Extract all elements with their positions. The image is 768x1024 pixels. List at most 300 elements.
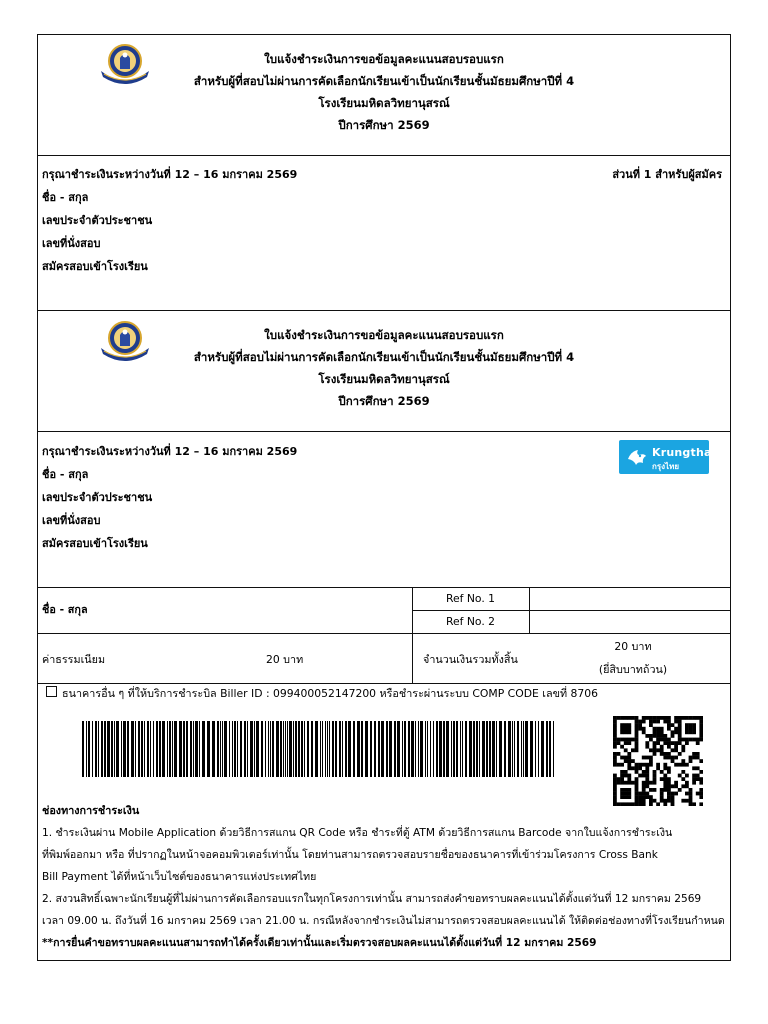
qr-module [681, 759, 685, 763]
barcode-bar [327, 721, 328, 777]
qr-module [696, 752, 700, 756]
qr-module [624, 756, 628, 760]
qr-module [653, 716, 657, 720]
qr-module [635, 716, 639, 720]
qr-module [699, 781, 703, 785]
qr-module [627, 727, 631, 731]
header-school: โรงเรียนมหิดลวิทยานุสรณ์ [318, 96, 450, 110]
barcode-bar [415, 721, 416, 777]
barcode-bar [482, 721, 485, 777]
qr-module [653, 745, 657, 749]
bank-name-en: Krungthai [652, 446, 716, 459]
qr-module [674, 763, 678, 767]
qr-module [674, 741, 678, 745]
qr-module [689, 716, 693, 720]
qr-module [671, 784, 675, 788]
barcode-bar [521, 721, 522, 777]
qr-module [660, 795, 664, 799]
qr-module [645, 792, 649, 796]
ref2-label: Ref No. 2 [445, 615, 496, 628]
barcode-bar [523, 721, 524, 777]
qr-module [620, 756, 624, 760]
barcode-bar [217, 721, 219, 777]
qr-module [613, 738, 617, 742]
qr-module [638, 763, 642, 767]
qr-module [620, 777, 624, 781]
qr-module [696, 774, 700, 778]
barcode-bar [460, 721, 461, 777]
barcode-bar [453, 721, 455, 777]
qr-module [649, 723, 653, 727]
qr-module [613, 720, 617, 724]
barcode-bar [420, 721, 423, 777]
qr-module [667, 720, 671, 724]
qr-module [678, 716, 682, 720]
qr-module [624, 738, 628, 742]
barcode-bar [107, 721, 110, 777]
qr-module [613, 763, 617, 767]
qr-module [699, 730, 703, 734]
barcode-bar [169, 721, 171, 777]
qr-module [635, 777, 639, 781]
qr-module [627, 774, 631, 778]
divider [38, 155, 730, 156]
qr-module [699, 738, 703, 742]
qr-module [620, 802, 624, 806]
qr-module [649, 748, 653, 752]
qr-module [692, 723, 696, 727]
qr-module [642, 727, 646, 731]
fee-value: 20 บาท [266, 653, 304, 666]
barcode-bar [123, 721, 126, 777]
barcode-bar [159, 721, 161, 777]
qr-module [649, 720, 653, 724]
qr-module [699, 727, 703, 731]
qr-module [635, 741, 639, 745]
qr-module [671, 748, 675, 752]
barcode-bar [436, 721, 438, 777]
barcode-bar [111, 721, 113, 777]
qr-module [699, 777, 703, 781]
instruction-line: 1. ชำระเงินผ่าน Mobile Application ด้วยวิธีการสแกน QR Code หรือ ชำระที่ตู้ ATM ด้วยวิธีการสแกน Barcode จากใบแจ้งการชำระเงิน [42, 827, 673, 839]
qr-module [689, 795, 693, 799]
barcode-bar [261, 721, 263, 777]
qr-module [617, 716, 621, 720]
qr-module [627, 795, 631, 799]
qr-module [660, 777, 664, 781]
qr-module [685, 741, 689, 745]
qr-module [689, 727, 693, 731]
qr-module [656, 734, 660, 738]
bird-icon [625, 445, 649, 469]
qr-module [663, 781, 667, 785]
barcode-bar [439, 721, 442, 777]
qr-module [624, 802, 628, 806]
qr-module [613, 716, 617, 720]
barcode-bar [147, 721, 149, 777]
qr-module [663, 788, 667, 792]
barcode-bar [88, 721, 90, 777]
barcode-bar [320, 721, 321, 777]
barcode-bar [247, 721, 248, 777]
qr-module [692, 752, 696, 756]
qr-module [685, 799, 689, 803]
qr-module [635, 784, 639, 788]
qr-module [653, 734, 657, 738]
qr-module [667, 792, 671, 796]
barcode-bar [476, 721, 478, 777]
qr-module [642, 756, 646, 760]
qr-module [660, 716, 664, 720]
qr-module [663, 774, 667, 778]
qr-module [663, 802, 667, 806]
apply-school-label: สมัครสอบเข้าโรงเรียน [42, 537, 148, 550]
part-label: ส่วนที่ 1 สำหรับผู้สมัคร [612, 168, 722, 181]
qr-module [631, 738, 635, 742]
qr-module [674, 781, 678, 785]
barcode-bar [538, 721, 539, 777]
qr-module [613, 727, 617, 731]
qr-module [692, 716, 696, 720]
qr-module [696, 756, 700, 760]
qr-module [617, 752, 621, 756]
qr-module [660, 748, 664, 752]
qr-module [692, 781, 696, 785]
qr-module [645, 784, 649, 788]
other-bank-checkbox[interactable] [46, 686, 57, 697]
qr-module [653, 777, 657, 781]
qr-module [696, 741, 700, 745]
qr-module [635, 802, 639, 806]
barcode-bar [378, 721, 380, 777]
qr-module [645, 734, 649, 738]
qr-module [660, 730, 664, 734]
payment-note: **การยื่นคำขอทราบผลคะแนนสามารถทำได้ครั้งเดียวเท่านั้นและเริ่มตรวจสอบผลคะแนนได้ตั้งแต่วันที่ 12 มกราคม 2569 [42, 937, 597, 949]
header-year: ปีการศึกษา 2569 [338, 394, 430, 408]
barcode-bar [425, 721, 426, 777]
qr-module [667, 741, 671, 745]
qr-module [649, 802, 653, 806]
qr-module [656, 763, 660, 767]
name-label: ชื่อ - สกุล [42, 468, 89, 481]
qr-module [627, 802, 631, 806]
barcode-bar [492, 721, 495, 777]
qr-module [692, 802, 696, 806]
qr-module [692, 756, 696, 760]
barcode-bar [546, 721, 548, 777]
qr-module [627, 723, 631, 727]
qr-module [671, 734, 675, 738]
fee-label: ค่าธรรมเนียม [42, 653, 106, 666]
qr-module [617, 802, 621, 806]
qr-module [635, 734, 639, 738]
krungthai-logo [619, 440, 716, 474]
apply-school-label: สมัครสอบเข้าโรงเรียน [42, 260, 148, 273]
qr-module [617, 741, 621, 745]
barcode-bar [301, 721, 303, 777]
qr-module [653, 741, 657, 745]
barcode-bar [535, 721, 536, 777]
qr-module [671, 730, 675, 734]
qr-module [689, 759, 693, 763]
qr-module [638, 723, 642, 727]
barcode-bar [345, 721, 347, 777]
barcode-bar [222, 721, 223, 777]
qr-module [696, 777, 700, 781]
qr-module [649, 763, 653, 767]
barcode-bar [229, 721, 230, 777]
barcode-bar [212, 721, 215, 777]
qr-module [689, 738, 693, 742]
payment-slip [37, 34, 731, 961]
qr-module [635, 792, 639, 796]
barcode-bar [244, 721, 246, 777]
ref1-label: Ref No. 1 [445, 592, 496, 605]
barcode-bar [311, 721, 313, 777]
qr-module [627, 792, 631, 796]
qr-module [674, 748, 678, 752]
barcode-bar [514, 721, 515, 777]
qr-module [624, 748, 628, 752]
barcode-bar [101, 721, 103, 777]
qr-module [667, 799, 671, 803]
barcode-bar [298, 721, 300, 777]
qr-module [624, 781, 628, 785]
qr-module [681, 716, 685, 720]
qr-module [631, 759, 635, 763]
barcode-bar [272, 721, 274, 777]
qr-module [613, 730, 617, 734]
qr-module [638, 766, 642, 770]
qr-module [685, 781, 689, 785]
total-value: 20 บาท [614, 640, 652, 653]
qr-module [656, 738, 660, 742]
barcode-bar [525, 721, 528, 777]
header-title: ใบแจ้งชำระเงินการขอข้อมูลคะแนนสอบรอบแรก [264, 328, 504, 342]
qr-module [631, 716, 635, 720]
qr-module [613, 792, 617, 796]
qr-module [667, 795, 671, 799]
total-words: (ยี่สิบบาทถ้วน) [598, 663, 668, 676]
barcode-bar [473, 721, 475, 777]
barcode-bar [232, 721, 233, 777]
qr-module [635, 788, 639, 792]
qr-module [635, 745, 639, 749]
qr-module [678, 752, 682, 756]
qr-module [685, 716, 689, 720]
barcode-bar [276, 721, 279, 777]
qr-module [642, 788, 646, 792]
qr-module [620, 795, 624, 799]
barcode-bar [394, 721, 396, 777]
qr-module [681, 784, 685, 788]
barcode-bar [150, 721, 151, 777]
qr-module [642, 781, 646, 785]
barcode-bar [256, 721, 259, 777]
qr-module [656, 716, 660, 720]
qr-module [620, 781, 624, 785]
qr-module [678, 720, 682, 724]
qr-module [678, 774, 682, 778]
instruction-line: ที่พิมพ์ออกมา หรือ ที่ปรากฏในหน้าจอคอมพิวเตอร์เท่านั้น โดยท่านสามารถตรวจสอบรายชื่อของธนาคารที่เข้าร่วมโครงการ Cross Bank [42, 849, 658, 861]
barcode-bar [254, 721, 255, 777]
qr-module [642, 799, 646, 803]
barcode-bar [104, 721, 106, 777]
qr-module [627, 756, 631, 760]
barcode-bar [234, 721, 236, 777]
barcode-bar [240, 721, 242, 777]
qr-module [674, 727, 678, 731]
divider [38, 633, 730, 634]
qr-module [696, 716, 700, 720]
qr-module [663, 716, 667, 720]
qr-module [613, 784, 617, 788]
qr-module [660, 734, 664, 738]
qr-module [617, 738, 621, 742]
qr-module [645, 781, 649, 785]
qr-module [627, 788, 631, 792]
qr-module [635, 799, 639, 803]
qr-module [667, 784, 671, 788]
qr-module [663, 752, 667, 756]
qr-module [689, 730, 693, 734]
citizen-id-label: เลขประจำตัวประชาชน [42, 491, 153, 504]
qr-module [635, 727, 639, 731]
qr-module [667, 752, 671, 756]
qr-module [624, 741, 628, 745]
qr-module [699, 770, 703, 774]
qr-module [699, 795, 703, 799]
barcode-bar [370, 721, 372, 777]
barcode-bar [92, 721, 93, 777]
qr-module [620, 745, 624, 749]
barcode-bar [530, 721, 533, 777]
qr-module [667, 723, 671, 727]
name-label: ชื่อ - สกุล [42, 191, 89, 204]
qr-module [653, 774, 657, 778]
qr-module [667, 766, 671, 770]
barcode-bar [433, 721, 434, 777]
qr-module [667, 788, 671, 792]
barcode-bar [353, 721, 355, 777]
qr-module [667, 781, 671, 785]
qr-module [660, 752, 664, 756]
barcode-bar [541, 721, 544, 777]
qr-module [689, 792, 693, 796]
barcode-bar [307, 721, 309, 777]
qr-module [674, 784, 678, 788]
instruction-line: 2. สงวนสิทธิ์เฉพาะนักเรียนผู้ที่ไม่ผ่านการคัดเลือกรอบแรกในทุกโครงการเท่านั้น สามารถส่งคำขอทราบผลคะแนนได้ตั้งแต่วันที่ 12 มกราคม 2569 [42, 893, 702, 905]
barcode-bar [329, 721, 330, 777]
qr-module [645, 763, 649, 767]
pay-period: กรุณาชำระเงินระหว่างวันที่ 12 – 16 มกราคม 2569 [42, 168, 298, 181]
qr-module [649, 795, 653, 799]
barcode-bar [144, 721, 145, 777]
qr-module [638, 720, 642, 724]
qr-module [645, 741, 649, 745]
divider [38, 431, 730, 432]
payment-instructions [42, 822, 728, 954]
qr-module [667, 777, 671, 781]
qr-module [699, 788, 703, 792]
qr-module [645, 716, 649, 720]
barcode-bar [381, 721, 384, 777]
qr-module [627, 781, 631, 785]
barcode-bar [456, 721, 458, 777]
qr-module [627, 730, 631, 734]
barcode-bar [207, 721, 210, 777]
qr-module [620, 730, 624, 734]
qr-module [624, 792, 628, 796]
pay-period: กรุณาชำระเงินระหว่างวันที่ 12 – 16 มกราคม 2569 [42, 445, 298, 458]
qr-module [613, 723, 617, 727]
qr-module [642, 763, 646, 767]
qr-module [642, 795, 646, 799]
qr-module [689, 802, 693, 806]
barcode-bar [549, 721, 551, 777]
barcode-bar [141, 721, 143, 777]
biller-text: ธนาคารอื่น ๆ ที่ให้บริการชำระบิล Biller ID : 099400052147200 หรือชำระผ่านระบบ COMP CODE เลขที่ 8706 [62, 687, 598, 700]
qr-module [678, 763, 682, 767]
barcode-bar [95, 721, 97, 777]
qr-module [631, 781, 635, 785]
qr-module [671, 723, 675, 727]
qr-module [613, 777, 617, 781]
qr-module [635, 763, 639, 767]
qr-module [685, 723, 689, 727]
barcode-bar [508, 721, 511, 777]
qr-module [663, 777, 667, 781]
qr-module [638, 795, 642, 799]
qr-module [645, 777, 649, 781]
qr-module [635, 748, 639, 752]
qr-module [681, 748, 685, 752]
qr-module [660, 788, 664, 792]
qr-module [692, 774, 696, 778]
qr-code[interactable] [613, 716, 703, 806]
citizen-id-label: เลขประจำตัวประชาชน [42, 214, 153, 227]
qr-module [645, 774, 649, 778]
qr-module [671, 759, 675, 763]
barcode-bar [220, 721, 221, 777]
qr-module [681, 738, 685, 742]
qr-module [620, 770, 624, 774]
qr-module [635, 766, 639, 770]
header-title: ใบแจ้งชำระเงินการขอข้อมูลคะแนนสอบรอบแรก [264, 52, 504, 66]
barcode-bar [374, 721, 376, 777]
qr-module [671, 795, 675, 799]
qr-module [649, 734, 653, 738]
qr-module [638, 774, 642, 778]
barcode-bar [315, 721, 318, 777]
barcode-bar [224, 721, 227, 777]
qr-module [674, 756, 678, 760]
barcode-bar [153, 721, 154, 777]
qr-module [649, 756, 653, 760]
barcode-bar [202, 721, 205, 777]
qr-module [617, 781, 621, 785]
qr-module [638, 792, 642, 796]
qr-module [620, 774, 624, 778]
qr-module [656, 802, 660, 806]
qr-module [653, 770, 657, 774]
barcode-bar [430, 721, 431, 777]
qr-module [627, 738, 631, 742]
barcode-bar [237, 721, 238, 777]
barcode-bar [283, 721, 284, 777]
qr-module [685, 763, 689, 767]
qr-module [689, 799, 693, 803]
